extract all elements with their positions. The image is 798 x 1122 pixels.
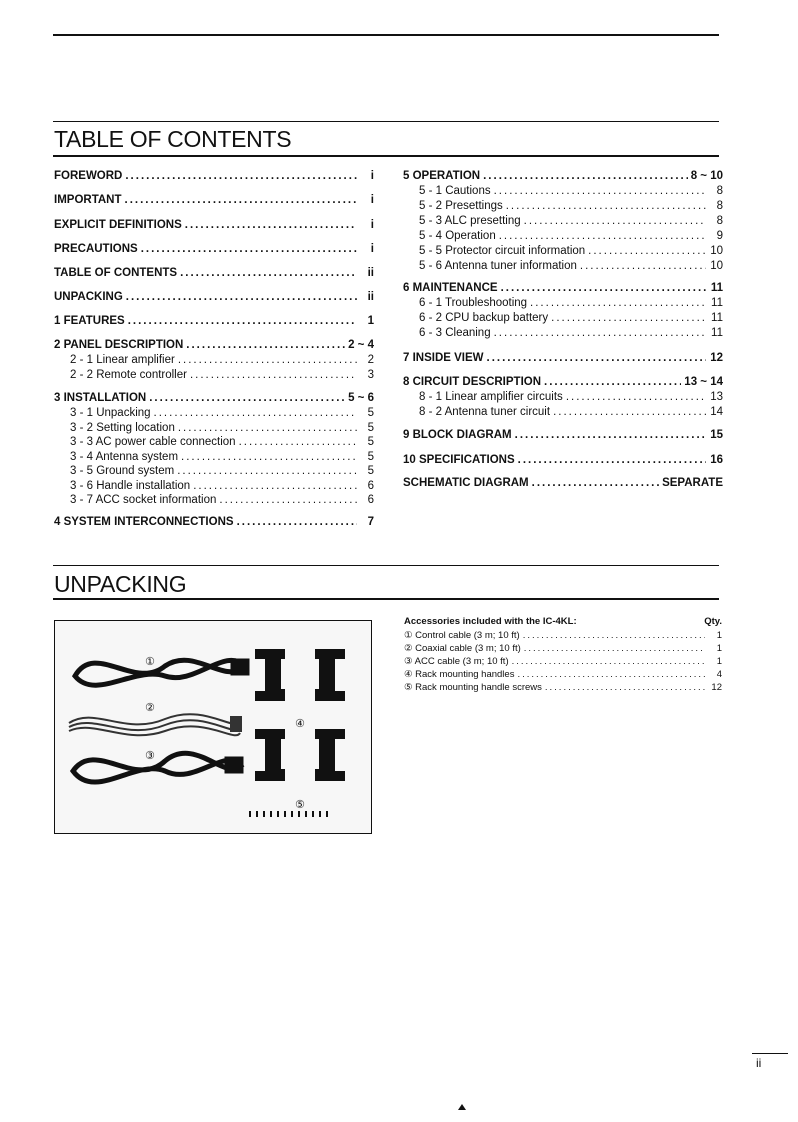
toc-heading: TABLE OF CONTENTS — [54, 126, 292, 152]
toc-entry[interactable]: 1 FEATURES ..... 1 — [54, 315, 374, 327]
toc-entry[interactable]: FOREWORD ..... i — [54, 170, 374, 182]
unpacking-underline-rule — [53, 598, 719, 600]
accessory-item: ② Coaxial cable (3 m; 10 ft) ..... 1 — [404, 643, 722, 654]
triangle-mark-icon — [458, 1104, 466, 1110]
toc-subentry[interactable]: 3 - 3 AC power cable connection ..... 5 — [54, 436, 374, 448]
handle-screws-icon — [249, 811, 328, 817]
figure-label-4: ④ — [295, 717, 305, 730]
toc-subentry[interactable]: 5 - 6 Antenna tuner information ..... 10 — [403, 260, 723, 272]
acc-cable-icon — [73, 753, 241, 782]
toc-entry[interactable]: EXPLICIT DEFINITIONS ..... i — [54, 219, 374, 231]
toc-entry[interactable]: IMPORTANT ..... i — [54, 194, 374, 206]
page-number-rule — [752, 1053, 788, 1054]
toc-entry[interactable]: 4 SYSTEM INTERCONNECTIONS ..... 7 — [54, 516, 374, 528]
toc-entry[interactable]: 10 SPECIFICATIONS ..... 16 — [403, 454, 723, 466]
accessory-item: ⑤ Rack mounting handle screws ..... 12 — [404, 682, 722, 693]
toc-subentry[interactable]: 2 - 1 Linear amplifier ..... 2 — [54, 354, 374, 366]
toc-subentry[interactable]: 5 - 1 Cautions ..... 8 — [403, 185, 723, 197]
toc-subentry[interactable]: 3 - 2 Setting location ..... 5 — [54, 422, 374, 434]
toc-subentry[interactable]: 3 - 5 Ground system ..... 5 — [54, 465, 374, 477]
toc-subentry[interactable]: 6 - 2 CPU backup battery ..... 11 — [403, 312, 723, 324]
rack-handle-icon — [255, 649, 345, 781]
accessory-item: ④ Rack mounting handles ..... 4 — [404, 669, 722, 680]
toc-subentry[interactable]: 5 - 4 Operation ..... 9 — [403, 230, 723, 242]
unpacking-title-rule — [53, 565, 719, 566]
accessory-item: ③ ACC cable (3 m; 10 ft) ..... 1 — [404, 656, 722, 667]
figure-label-5: ⑤ — [295, 798, 305, 811]
toc-subentry[interactable]: 5 - 5 Protector circuit information ..... 10 — [403, 245, 723, 257]
toc-subentry[interactable]: 3 - 6 Handle installation ..... 6 — [54, 480, 374, 492]
page-number: ii — [756, 1056, 762, 1070]
toc-subentry[interactable]: 3 - 7 ACC socket information ..... 6 — [54, 494, 374, 506]
toc-entry[interactable]: 5 OPERATION ..... 8 ~ 10 — [403, 170, 723, 182]
top-rule — [53, 34, 719, 36]
toc-entry[interactable]: 7 INSIDE VIEW ..... 12 — [403, 352, 723, 364]
unpacking-heading: UNPACKING — [54, 571, 187, 597]
toc-entry[interactable]: UNPACKING ..... ii — [54, 291, 374, 303]
toc-entry[interactable]: 8 CIRCUIT DESCRIPTION ..... 13 ~ 14 — [403, 376, 723, 388]
toc-entry[interactable]: PRECAUTIONS ..... i — [54, 243, 374, 255]
toc-subentry[interactable]: 5 - 3 ALC presetting ..... 8 — [403, 215, 723, 227]
toc-entry[interactable]: 6 MAINTENANCE ..... 11 — [403, 282, 723, 294]
accessory-item: ① Control cable (3 m; 10 ft) ..... 1 — [404, 630, 722, 641]
toc-subentry[interactable]: 3 - 1 Unpacking ..... 5 — [54, 407, 374, 419]
figure-label-2: ② — [145, 701, 155, 714]
control-cable-icon — [75, 660, 247, 685]
toc-title-rule — [53, 121, 719, 122]
toc-subentry[interactable]: 6 - 3 Cleaning ..... 11 — [403, 327, 723, 339]
toc-subentry[interactable]: 8 - 1 Linear amplifier circuits ..... 13 — [403, 391, 723, 403]
toc-subentry[interactable]: 3 - 4 Antenna system ..... 5 — [54, 451, 374, 463]
toc-subentry[interactable]: 6 - 1 Troubleshooting ..... 11 — [403, 297, 723, 309]
figure-label-1: ① — [145, 655, 155, 668]
toc-entry[interactable]: SCHEMATIC DIAGRAM ..... SEPARATE — [403, 477, 723, 489]
toc-subentry[interactable]: 8 - 2 Antenna tuner circuit ..... 14 — [403, 406, 723, 418]
toc-subentry[interactable]: 5 - 2 Presettings ..... 8 — [403, 200, 723, 212]
accessories-photo — [54, 620, 372, 834]
toc-entry[interactable]: 9 BLOCK DIAGRAM ..... 15 — [403, 429, 723, 441]
toc-subentry[interactable]: 2 - 2 Remote controller ..... 3 — [54, 369, 374, 381]
figure-label-3: ③ — [145, 749, 155, 762]
toc-entry[interactable]: TABLE OF CONTENTS ..... ii — [54, 267, 374, 279]
toc-underline-rule — [53, 155, 719, 157]
toc-right-column — [403, 170, 723, 500]
accessories-illustration — [55, 621, 371, 833]
accessories-header: Accessories included with the IC-4KL: Qty. — [404, 616, 722, 627]
toc-entry[interactable]: 2 PANEL DESCRIPTION ..... 2 ~ 4 — [54, 339, 374, 351]
toc-entry[interactable]: 3 INSTALLATION ..... 5 ~ 6 — [54, 392, 374, 404]
coaxial-cable-icon — [69, 714, 241, 735]
toc-left-column — [54, 170, 374, 540]
